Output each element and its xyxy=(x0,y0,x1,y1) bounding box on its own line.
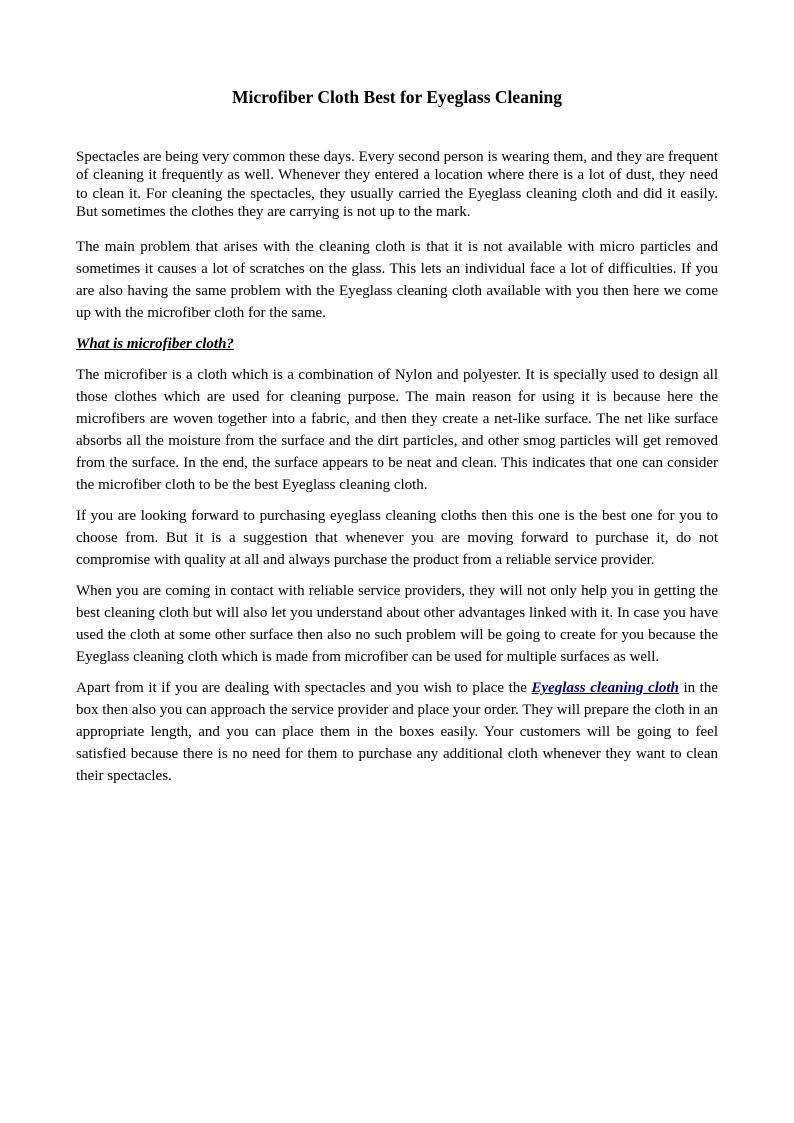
closing-text-after-link: in the box then also you can approach the service provider and place your order. They will prepare the cloth in an appropriate length, and you can place them in the boxes easily. Your customers will be going to feel satisfied because there is no need for them to purchase any additional cloth whenever they want to clean their spectacles. xyxy=(76,680,718,785)
eyeglass-cleaning-cloth-link[interactable]: Eyeglass cleaning cloth xyxy=(531,680,679,697)
paragraph-service-providers: When you are coming in contact with reliable service providers, they will not only help you in getting the best cleaning cloth but will also let you understand about other advantages linked with it. In case you have used the cloth at some other surface then also no such problem will be going to create for you because the Eyeglass cleaning cloth which is made from microfiber can be used for multiple surfaces as well. xyxy=(76,583,718,666)
paragraph-purchasing: If you are looking forward to purchasing eyeglass cleaning cloths then this one is the best one for you to choose from. But it is a suggestion that whenever you are moving forward to purchase it, do not compromise with quality at all and always purchase the product from a reliable service provider. xyxy=(76,508,718,569)
paragraph-microfiber: The microfiber is a cloth which is a combination of Nylon and polyester. It is specially used to design all those clothes which are used for cleaning purpose. The main reason for using it is because here the microfibers are woven together into a fabric, and then they create a net-like surface. The net like surface absorbs all the moisture from the surface and the dirt particles, and other smog particles will get removed from the surface. In the end, the surface appears to be neat and clean. This indicates that one can consider the microfiber cloth to be the best Eyeglass cleaning cloth. xyxy=(76,367,718,494)
document-title: Microfiber Cloth Best for Eyeglass Cleaning xyxy=(231,87,563,107)
paragraph-problem: The main problem that arises with the cleaning cloth is that it is not available with micro particles and sometimes it causes a lot of scratches on the glass. This lets an individual face a lot of difficulties. If you are also having the same problem with the Eyeglass cleaning cloth available with you then here we come up with the microfiber cloth for the same. xyxy=(76,239,718,322)
subheading-what-is-microfiber: What is microfiber cloth? xyxy=(76,336,234,353)
closing-text-before-link: Apart from it if you are dealing with spectacles and you wish to place the xyxy=(76,680,532,697)
paragraph-closing xyxy=(76,677,718,787)
document-page xyxy=(76,86,718,796)
paragraph-intro: Spectacles are being very common these days. Every second person is wearing them, and they are frequent of cleaning it frequently as well. Whenever they entered a location where there is a lot of dust, they need to clean it. For cleaning the spectacles, they usually carried the Eyeglass cleaning cloth and did it easily. But sometimes the clothes they are carrying is not up to the mark. xyxy=(76,149,718,220)
